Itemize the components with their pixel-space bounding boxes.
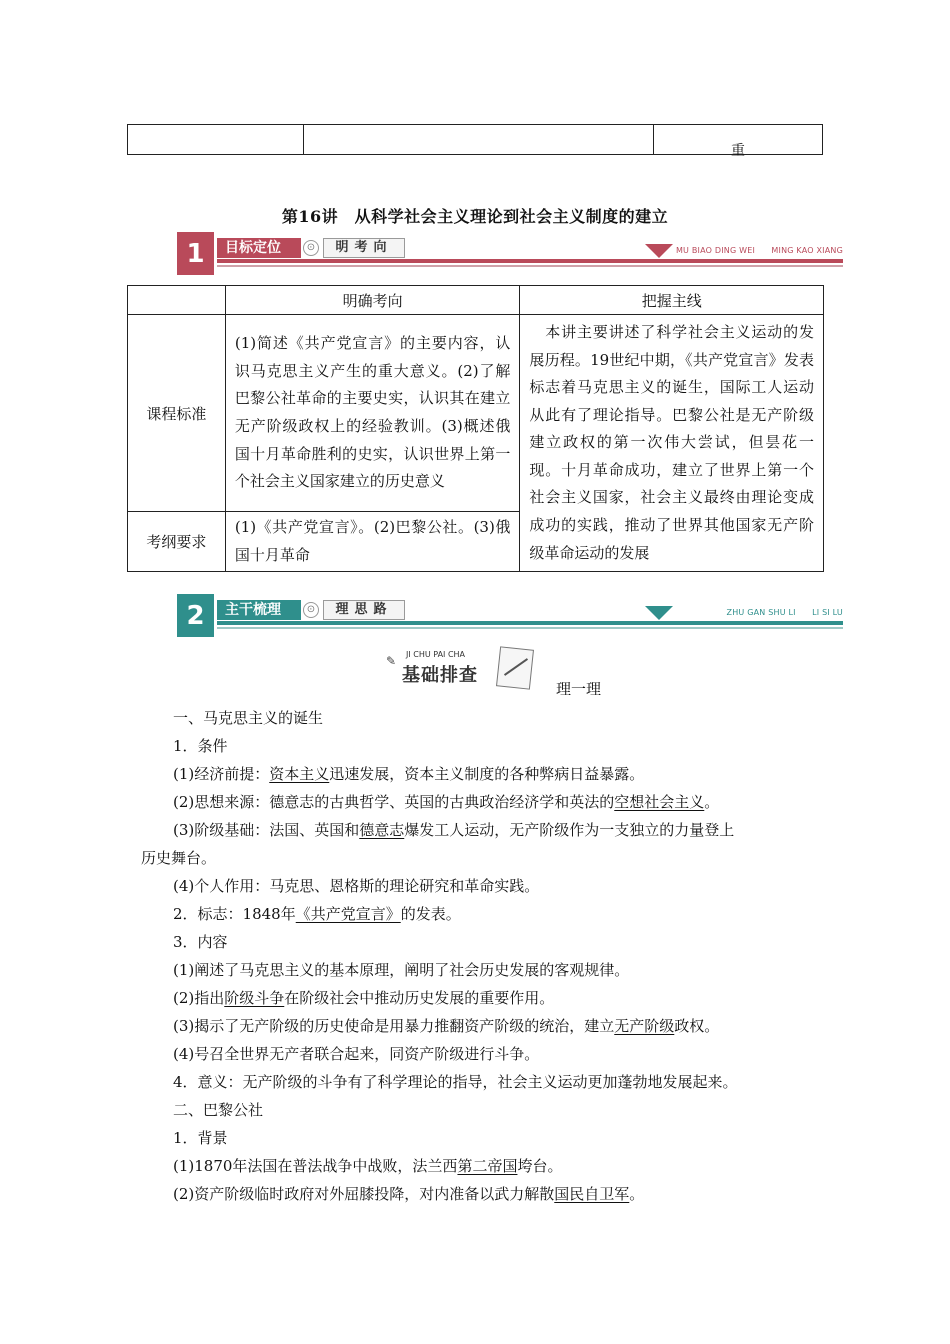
previous-table-fragment [127,124,823,159]
key-term: 第二帝国 [457,1157,518,1175]
paragraph-continuation: 历史舞台。 [141,849,217,867]
logo-pinyin: JI CHU PAI CHA [406,650,466,659]
key-term: 国民自卫军 [554,1185,630,1203]
key-term: 阶级斗争 [224,989,285,1007]
cell-text: (1)《共产党宣言》。(2)巴黎公社。(3)俄国十月革命 [234,518,511,564]
subheading-liyili: 理一理 [556,680,602,698]
paragraph: (1)1870年法国在普法战争中战败，法兰西第二帝国垮台。 [173,1157,563,1175]
triangle-icon [645,606,673,620]
section-number: 1 [177,232,214,275]
arrow-icon: ⊙ [303,240,319,256]
subsection-heading: 3．内容 [173,933,228,951]
row-label: 课程标准 [128,315,226,512]
section-subtag: 理思路 [323,600,405,620]
table-cell [225,315,520,512]
table-cell-text: 重 [731,143,745,159]
main-line-text: 本讲主要讲述了科学社会主义运动的发展历程。19世纪中期，《共产党宣言》发表标志着马克思主义的诞生，国际工人运动从此有了理论指导。巴黎公社是无产阶级建立政权的第一次伟大尝试，但昙花一现。十月革命成功，建立了世界上第一个社会主义国家，社会主义最终由理论变成成功的实践，推动了世界其他国家无产阶级革命运动的发展 [529,322,814,562]
row-label: 考纲要求 [128,512,226,572]
subsection-heading: 1．背景 [173,1129,228,1147]
table-divider [303,125,304,154]
banner-pinyin: MU BIAO DING WEI MING KAO XIANG [675,246,843,255]
table-cell-main-line [520,315,824,572]
cell-text: (1)简述《共产党宣言》的主要内容，认识马克思主义产生的重大意义。(2)了解巴黎公社革命的主要史实，认识其在建立无产阶级政权上的经验教训。(3)概述俄国十月革命胜利的史实，认识世界上第一个社会主义国家建立的历史意义 [234,334,511,491]
paragraph: (2)指出阶级斗争在阶级社会中推动历史发展的重要作用。 [173,989,555,1007]
paragraph: (4)号召全世界无产者联合起来，同资产阶级进行斗争。 [173,1045,540,1063]
paragraph: (1)经济前提：资本主义迅速发展，资本主义制度的各种弊病日益暴露。 [173,765,645,783]
section-banner-goals [177,232,843,275]
paragraph: (2)资产阶级临时政府对外屈膝投降，对内准备以武力解散国民自卫军。 [173,1185,645,1203]
section-heading: 二、巴黎公社 [173,1101,264,1119]
banner-bar-thin [217,627,843,629]
section-tag: 主干梳理 [217,600,301,620]
key-term: 无产阶级 [614,1017,675,1035]
paragraph: 4．意义：无产阶级的斗争有了科学理论的指导，社会主义运动更加蓬勃地发展起来。 [173,1073,738,1091]
banner-bar-thin [217,265,843,267]
lesson-title: 第16讲 从科学社会主义理论到社会主义制度的建立 [281,207,669,226]
section-number: 2 [177,594,214,637]
table-header-cell [128,286,226,315]
arrow-icon: ⊙ [303,602,319,618]
section-subtag: 明考向 [323,238,405,258]
triangle-icon [645,244,673,258]
banner-bar [217,259,843,263]
table-header-cell: 明确考向 [225,286,520,315]
paragraph: (1)阐述了马克思主义的基本原理，阐明了社会历史发展的客观规律。 [173,961,630,979]
jichu-paicha-logo [380,646,536,690]
key-term: 空想社会主义 [614,793,705,811]
key-term: 《共产党宣言》 [295,905,401,923]
paragraph: (2)思想来源：德意志的古典哲学、英国的古典政治经济学和英法的空想社会主义。 [173,793,720,811]
subsection-heading: 1．条件 [173,737,228,755]
section-heading: 一、马克思主义的诞生 [173,709,324,727]
banner-pinyin: ZHU GAN SHU LI LI SI LU [726,608,843,617]
paragraph: 2．标志：1848年《共产党宣言》的发表。 [173,905,461,923]
goals-table [127,285,824,572]
key-term: 德意志 [359,821,405,839]
section-tag: 目标定位 [217,238,301,258]
paragraph: (3)阶级基础：法国、英国和德意志爆发工人运动，无产阶级作为一支独立的力量登上 [173,821,735,839]
section-banner-outline [177,594,843,637]
table-divider [653,125,654,154]
paragraph: (4)个人作用：马克思、恩格斯的理论研究和革命实践。 [173,877,540,895]
logo-text: 基础排查 [402,665,478,686]
leaf-icon: ✎ [386,654,397,668]
table-cell [225,512,520,572]
key-term: 资本主义 [269,765,330,783]
paragraph: (3)揭示了无产阶级的历史使命是用暴力推翻资产阶级的统治，建立无产阶级政权。 [173,1017,720,1035]
banner-bar [217,621,843,625]
table-header-cell: 把握主线 [520,286,824,315]
